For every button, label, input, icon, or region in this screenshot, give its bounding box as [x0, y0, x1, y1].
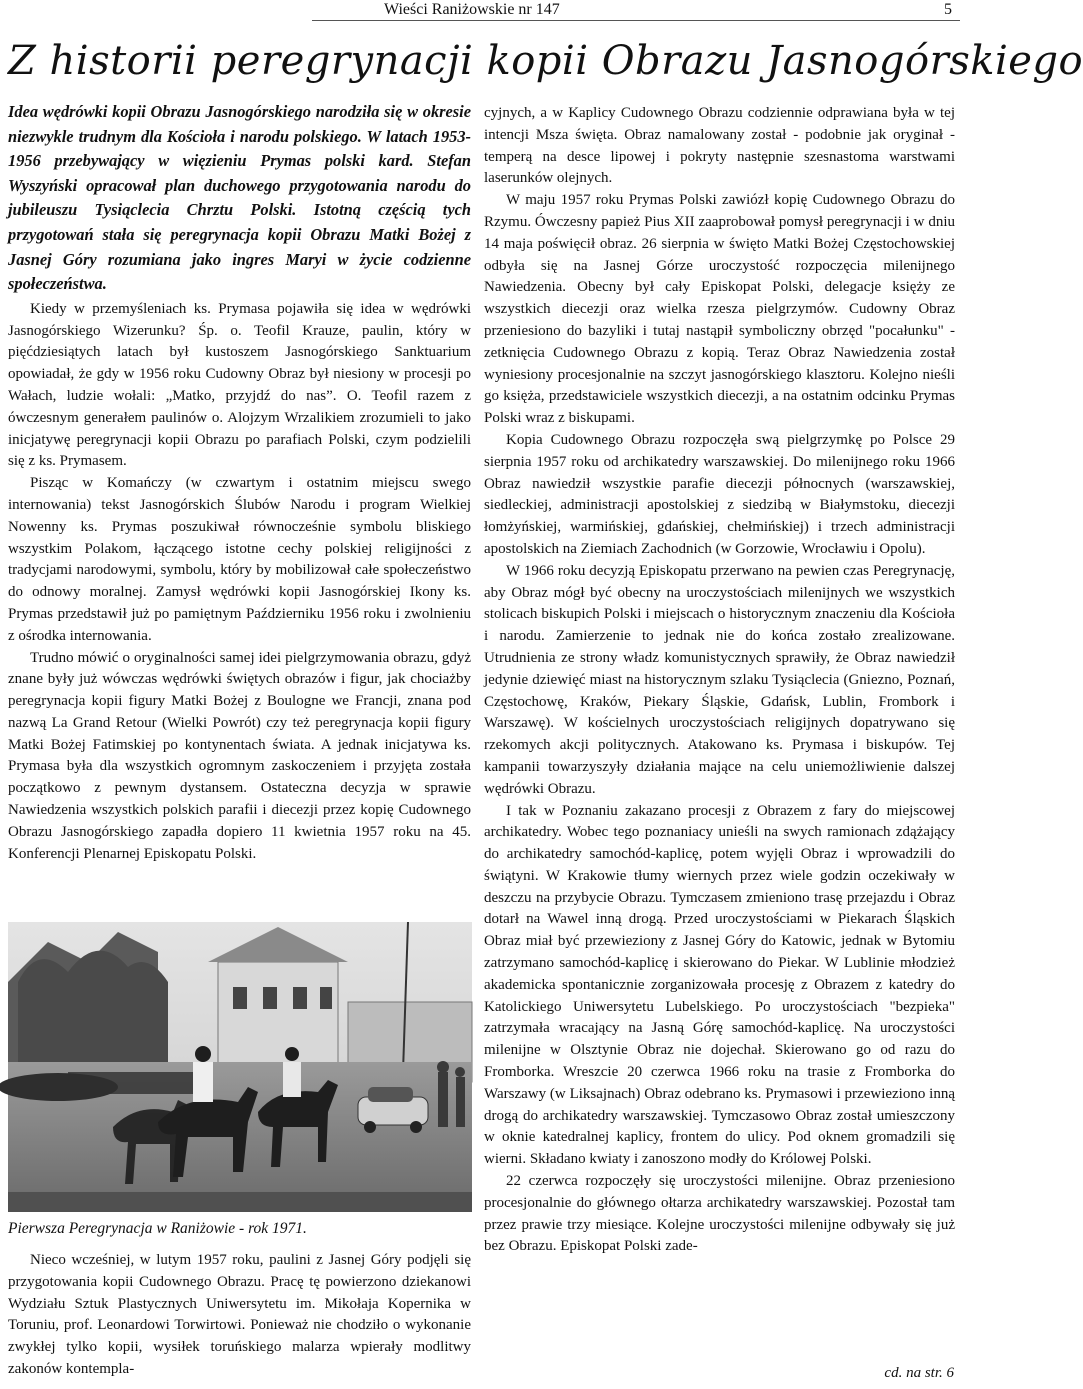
- left-paragraph-2: Pisząc w Komańczy (w czwartym i ostatnim miejscu swego internowania) tekst Jasnogórskich Ślubów Narodu i program Wielkiej Nowenny ks. Prymas poszukiwał równocześnie symbolu bliskiego wszystkim Polakom, łączącego istotne cechy polskiej religijności z tradycjami narodowymi, symbolu, który by mobilizował całe społeczeństwo do odnowy moralnej. Zamysł wędrówki kopii Jasnogórskiej Ikony ks. Prymas przedstawił już po pamiętnym Październiku 1956 roku i zwolnieniu z ośrodka internowania.: [8, 475, 471, 644]
- right-paragraph-1: cyjnych, a w Kaplicy Cudownego Obrazu codziennie odprawiana była w tej intencji Msza święta. Obraz namalowany został - podobnie jak oryginał - temperą na desce lipowej i pokryty następnie szesnastoma warstwami laserunków olejnych.: [484, 105, 955, 187]
- continued-note: cd. na str. 6: [884, 1365, 954, 1381]
- bottom-left-column: [8, 1250, 471, 1381]
- right-paragraph-5: I tak w Poznaniu zakazano procesji z Obrazem z fary do miejscowej archikatedry. Wobec tego poznaniacy unieśli na swych ramionach zdążający do archikatedry samochód-kaplicę, potem wyjęli Obraz i wprowadzili do świątyni. W Krakowie tłumy wiernych przez wiele godzin oczekiwały w deszczu na przybycie Obrazu. Tymczasem zmieniono trasę przejazdu i Obraz dotarł na Wawel inną drogą. Przed uroczystościami w Piekarach Śląskich Obraz miał być przewieziony z Jasnej Góry do Katowic, jednak w Bytomiu zatrzymano samochód-kaplicę i skierowano do Piekar. W Lublinie młodzież akademicka spontanicznie zorganizowała procesję z Obrazem z katedry do Katolickiego Uniwersytetu Lubelskiego. Po uroczystościach "bezpieka" zatrzymała wracający na Jasną Górę samochód-kaplicę. Na uroczystości milenijne w Olsztynie Obraz nie dojechał. Skierowano go od razu do Fromborka. Wreszcie 20 czerwca 1966 roku na trasie z Fromborka do Warszawy (w Liksajnach) Obraz odebrano ks. Prymasowi i przewieziono inną drogą do archikatedry warszawskiej. Tymczasowo Obraz został umieszczony w oknie katedralnej kaplicy, frontem do ulicy. Pod oknem gromadzili się wierni. Składano kwiaty i zanoszono modły do Królowej Polski.: [484, 802, 955, 1168]
- page-number: 5: [944, 1, 952, 18]
- procession-photo: [8, 922, 472, 1212]
- right-paragraph-6: 22 czerwca rozpoczęły się uroczystości milenijne. Obraz przeniesiono procesjonalnie do głównego ołtarza archikatedry warszawskiej. Pozostał tam przez prawie trzy miesiące. Kolejne uroczystości milenijne odbywały się już bez Obrazu. Episkopat Polski zade-: [484, 1173, 955, 1255]
- bottom-left-paragraph: Nieco wcześniej, w lutym 1957 roku, paulini z Jasnej Góry podjęli się przygotowania kopii Cudownego Obrazu. Pracę tę powierzono dziekanowi Wydziału Sztuk Plastycznych Uniwersytetu im. Mikołaja Kopernika w Toruniu, prof. Leonardowi Torwirtowi. Ponieważ nie chodziło o wykonanie zwykłej tylko kopii, wysiłek toruńskiego malarza wpierały modlitwy zakonów kontempla-: [8, 1252, 471, 1377]
- header-rule: [312, 20, 960, 21]
- left-paragraph-3: Trudno mówić o oryginalności samej idei pielgrzymowania obrazu, gdyż znane były już wówczas wędrówki świętych obrazów i figur, jak chociażby peregrynacja kopii figury Matki Bożej z Boulogne we Francji, znana pod nazwą La Grand Retour (Wielki Powrót) czy też peregrynacja kopii figury Matki Bożej Fatimskiej po kontynentach świata. A jednak inicjatywa ks. Prymasa była dla wszystkich ogromnym zaskoczeniem i przyjęta została początkowo z pewnym dystansem. Ostateczna decyzja w sprawie Nawiedzenia wszystkich polskich parafii i diecezji przez kopię Cudownego Obrazu Jasnogórskiego zapadła dopiero 11 kwietnia 1957 roku na 45. Konferencji Plenarnej Episkopatu Polski.: [8, 649, 471, 862]
- publication-name: Wieści Raniżowskie nr 147: [384, 1, 560, 18]
- right-paragraph-3: Kopia Cudownego Obrazu rozpoczęła swą pielgrzymkę po Polsce 29 sierpnia 1957 roku od archikatedry warszawskiej. Do milenijnego roku 1966 Obraz nawiedził wszystkie parafie diecezji północnych (warszawskiej, siedleckiej, administracji apostolskiej z siedzibą w Białymstoku, diecezji łomżyńskiej, warmińskiej, gdańskiej, chełmińskiej) i trzech administracji apostolskich na Ziemiach Zachodnich (w Gorzowie, Wrocławiu i Opolu).: [484, 431, 955, 557]
- right-paragraph-2: W maju 1957 roku Prymas Polski zawiózł kopię Cudownego Obrazu do Rzymu. Ówczesny papież Pius XII zaaprobował pomysł peregrynacji i w dniu 14 maja poświęcił obraz. 26 sierpnia w święto Matki Bożej Częstochowskiej odbyła się na Jasnej Górze uroczystość rozpoczęcia milenijnego Nawiedzenia. Obecny był cały Episkopat Polski, delegacje księży ze wszystkich diecezji oraz wielka rzesza pielgrzymów. Cudowny Obraz przeniesiono do bazyliki i tutaj nastąpił symboliczny obrzęd "pocałunku" - zetknięcia Cudownego Obrazu z kopią. Teraz Obraz Nawiedzenia został wyniesiony procesjonalnie na szczyt jasnogórskiego klasztoru. Kolejno nieśli go księża, przedstawiciele wszystkich diecezji, a na ostatnim odcinku Prymas Polski wraz z biskupami.: [484, 192, 955, 427]
- page-header: [0, 0, 960, 20]
- right-column: [484, 103, 955, 1258]
- photo-caption: Pierwsza Peregrynacja w Raniżowie - rok 1971.: [8, 1220, 307, 1237]
- right-paragraph-4: W 1966 roku decyzją Episkopatu przerwano na pewien czas Peregrynację, aby Obraz mógł być obecny na uroczystościach milenijnych we wszystkich stolicach biskupich Polski i miejscach o historycznym znaczeniu dla Kościoła i narodu. Zamierzenie to jednak nie do końca zostało zrealizowane. Utrudnienia ze strony władz komunistycznych sprawiły, że Obraz nawiedził jedynie dziewięć miast na historycznym szlaku Tysiąclecia (Gniezno, Poznań, Częstochowę, Kraków, Piekary Śląskie, Gdańsk, Lublin, Frombork i Warszawę). W kościelnych uroczystościach religijnych dopatrywano się rzekomych akcji politycznych. Atakowano ks. Prymasa i biskupów. Tej kampanii towarzyszyły działania mające na celu uniemożliwienie dalszej wędrówki Obrazu.: [484, 562, 955, 797]
- lead-paragraph: Idea wędrówki kopii Obrazu Jasnogórskiego narodziła się w okresie niezwykle trudnym dla Kościoła i narodu polskiego. W latach 1953-1956 przebywający w więzieniu Prymas polski kard. Stefan Wyszyński opracował plan duchowego przygotowania narodu do jubileuszu Tysiąclecia Chrztu Polski. Istotną częścią tych przygotowań stała się peregrynacja kopii Obrazu Matki Bożej z Jasnej Góry rozumiana jako ingres Maryi w życie codzienne społeczeństwa.: [8, 102, 471, 294]
- article-title: Z historii peregrynacji kopii Obrazu Jasnogórskiego: [8, 38, 1083, 84]
- left-paragraph-1: Kiedy w przemyśleniach ks. Prymasa pojawiła się idea w wędrówki Jasnogórskiego Wizerunku? Śp. o. Teofil Krauze, paulin, który w pięćdziesiątych latach był kustoszem Jasnogórskiego Sanktuarium opowiadał, że gdy w 1956 roku Cudowny Obraz był niesiony w procesji po Wałach, ludzie wołali: „Matko, przyjdź do nas”. O. Teofil razem z ówczesnym generałem paulinów o. Alojzym Wrzalikiem zrozumieli to jako inicjatywę peregrynacji kopii Obrazu po parafiach Polski, czym podzielili się z ks. Prymasem.: [8, 300, 471, 470]
- left-column: [8, 100, 471, 865]
